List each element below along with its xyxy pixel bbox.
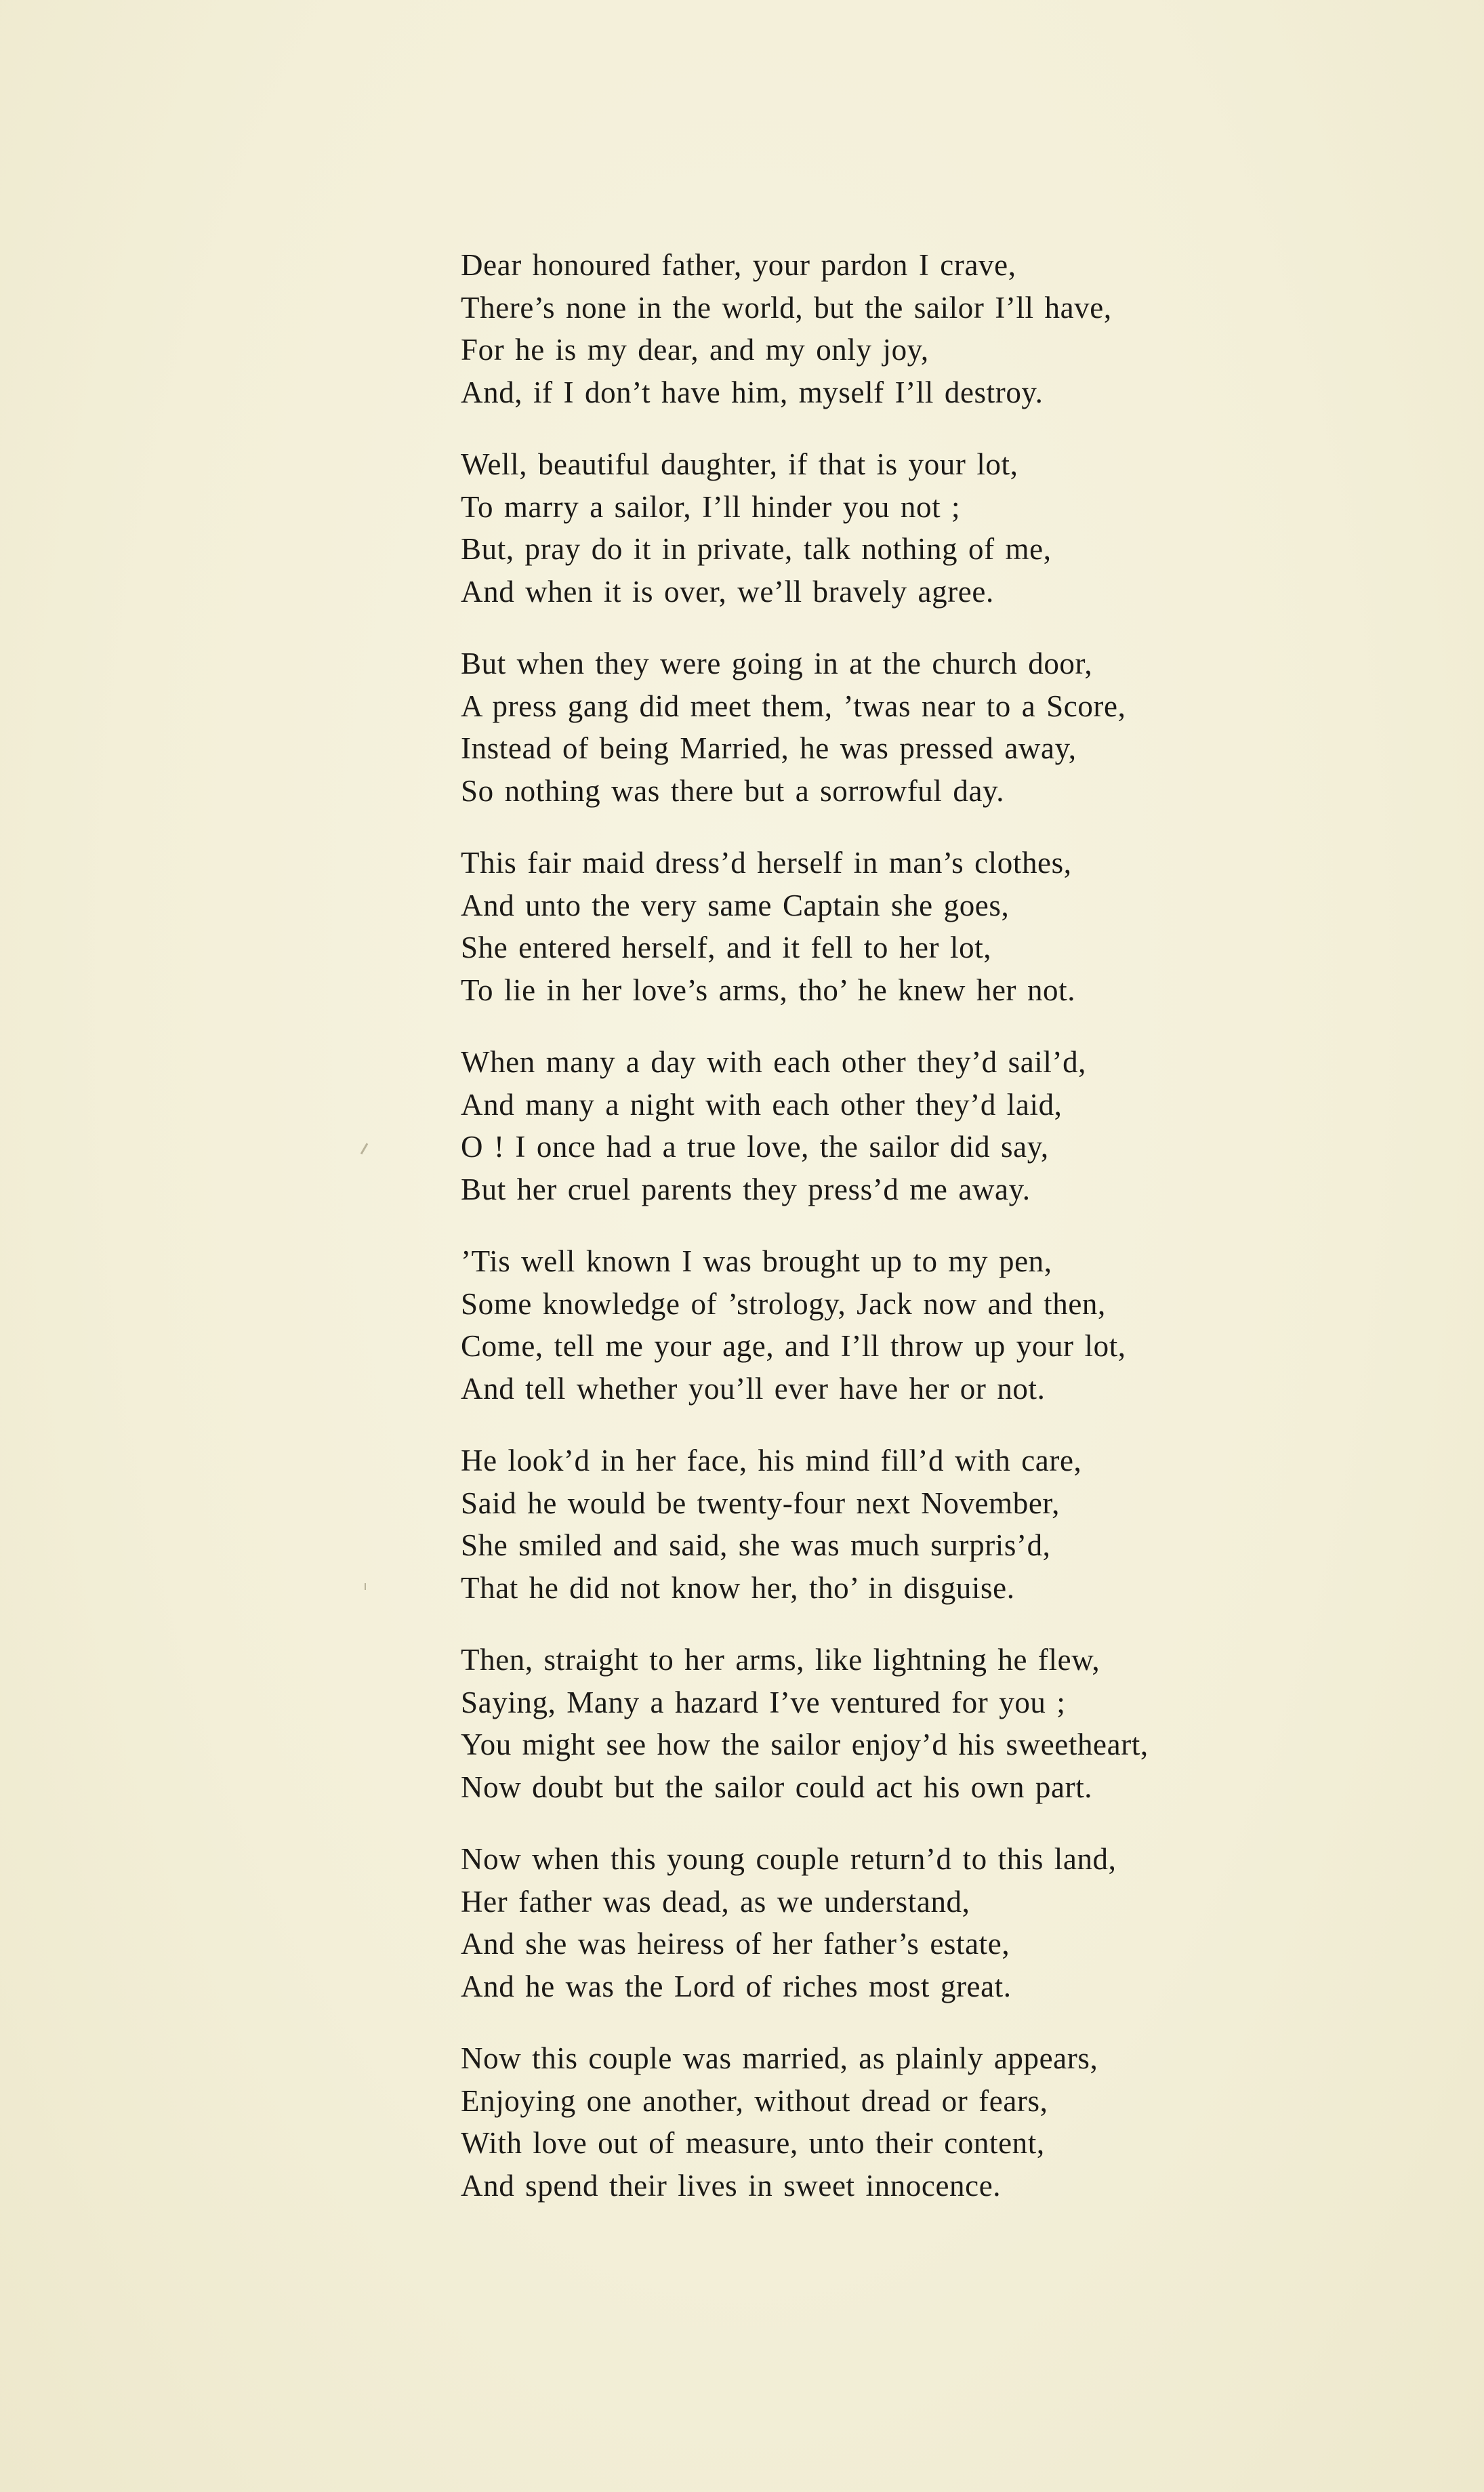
poem-line: And spend their lives in sweet innocence.: [461, 2168, 1002, 2203]
poem-line: Some knowledge of ’strology, Jack now and then,: [461, 1286, 1106, 1321]
stanza-6: [461, 1240, 1423, 1410]
stanza-4: [461, 842, 1423, 1011]
poem-line: There’s none in the world, but the sailor I’ll have,: [461, 290, 1112, 325]
poem-line: You might see how the sailor enjoy’d his sweetheart,: [461, 1728, 1149, 1761]
poem-line: And unto the very same Captain she goes,: [461, 888, 1010, 922]
poem-line: Well, beautiful daughter, if that is your lot,: [461, 447, 1018, 481]
poem-line: Her father was dead, as we understand,: [461, 1884, 970, 1919]
poem-line: With love out of measure, unto their content,: [461, 2126, 1045, 2160]
stanza-8: [461, 1639, 1423, 1808]
poem-line: To marry a sailor, I’ll hinder you not ;: [461, 489, 961, 524]
paper-mark: [360, 1143, 369, 1154]
poem-line: For he is my dear, and my only joy,: [461, 333, 929, 367]
poem-line: This fair maid dress’d herself in man’s clothes,: [461, 846, 1072, 880]
stanza-7: [461, 1439, 1423, 1609]
stanza-1: [461, 244, 1423, 413]
poem-line: So nothing was there but a sorrowful day.: [461, 773, 1005, 808]
poem-line: Then, straight to her arms, like lightning he flew,: [461, 1643, 1100, 1677]
poem-line: ’Tis well known I was brought up to my pen,: [461, 1244, 1052, 1278]
poem-line: Said he would be twenty-four next November,: [461, 1486, 1060, 1520]
stanza-10: [461, 2037, 1423, 2207]
paper-mark: [365, 1583, 366, 1590]
poem-line: Now doubt but the sailor could act his own part.: [461, 1770, 1093, 1804]
poem-line: O ! I once had a true love, the sailor did say,: [461, 1130, 1049, 1164]
poem-line: And tell whether you’ll ever have her or not.: [461, 1371, 1046, 1406]
poem-line: But, pray do it in private, talk nothing of me,: [461, 532, 1052, 566]
poem-line: Now when this young couple return’d to this land,: [461, 1842, 1117, 1876]
poem-line: A press gang did meet them, ’twas near to a Score,: [461, 689, 1126, 723]
poem-line: He look’d in her face, his mind fill’d with care,: [461, 1444, 1082, 1477]
poem-line: But when they were going in at the church door,: [461, 647, 1093, 680]
stanza-3: [461, 642, 1423, 812]
poem-body: [461, 244, 1423, 2236]
poem-line: Now this couple was married, as plainly appears,: [461, 2041, 1098, 2075]
poem-line: When many a day with each other they’d sail’d,: [461, 1045, 1087, 1079]
poem-line: That he did not know her, tho’ in disguise.: [461, 1570, 1015, 1605]
poem-line: And, if I don’t have him, myself I’ll destroy.: [461, 375, 1044, 409]
poem-line: Enjoying one another, without dread or fears,: [461, 2083, 1048, 2118]
poem-line: Come, tell me your age, and I’ll throw up your lot,: [461, 1329, 1126, 1363]
stanza-9: [461, 1838, 1423, 2007]
poem-line: And when it is over, we’ll bravely agree.: [461, 574, 994, 609]
poem-line: She entered herself, and it fell to her lot,: [461, 931, 992, 964]
poem-line: Instead of being Married, he was pressed away,: [461, 731, 1077, 765]
poem-line: And she was heiress of her father’s estate,: [461, 1927, 1010, 1961]
poem-line: And he was the Lord of riches most great.: [461, 1969, 1012, 2003]
poem-line: And many a night with each other they’d laid,: [461, 1087, 1063, 1122]
stanza-2: [461, 443, 1423, 613]
poem-line: But her cruel parents they press’d me away.: [461, 1172, 1031, 1206]
poem-line: Saying, Many a hazard I’ve ventured for you ;: [461, 1685, 1066, 1719]
poem-line: Dear honoured father, your pardon I crave,: [461, 248, 1016, 282]
poem-line: To lie in her love’s arms, tho’ he knew her not.: [461, 973, 1076, 1007]
poem-line: She smiled and said, she was much surpris’d,: [461, 1528, 1051, 1562]
stanza-5: [461, 1041, 1423, 1210]
